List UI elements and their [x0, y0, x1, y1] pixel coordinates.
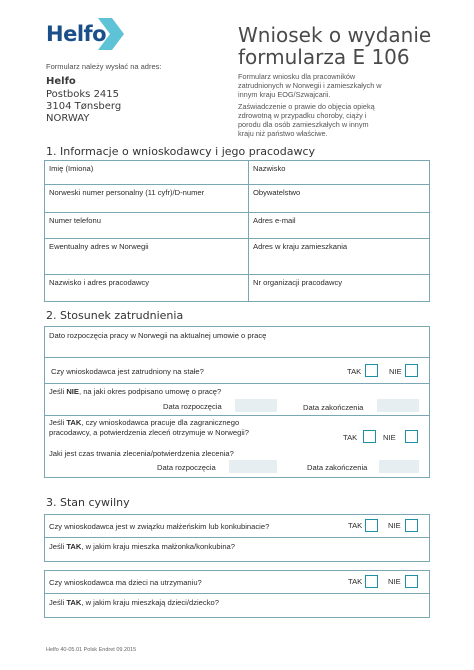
start-date-label: Data rozpoczęcia	[163, 402, 222, 411]
yes-label: TAK	[348, 521, 363, 530]
children-country-question: Jeśli TAK, w jakim kraju mieszkają dzieci/dziecko?	[49, 598, 219, 607]
marital-status-box	[44, 514, 430, 562]
spouse-country-question: Jeśli TAK, w jakim kraju mieszka małżonka/konkubina?	[49, 542, 235, 551]
yes-label: TAK	[343, 433, 358, 442]
citizenship-field[interactable]: Obywatelstwo	[249, 185, 429, 213]
email-field[interactable]: Adres e-mail	[249, 213, 429, 239]
married-question: Czy wnioskodawca jest w związku małżeńskim lub konkubinacie?	[49, 522, 270, 531]
permanent-question: Czy wnioskodawca jest zatrudniony na stałe?	[51, 367, 204, 376]
section-heading: 1. Informacje o wnioskodawcy i jego pracodawcy	[46, 145, 316, 158]
fixed-term-question: Jeśli NIE, na jaki okres podpisano umowę o pracę?	[49, 387, 222, 396]
no-label: NIE	[389, 367, 402, 376]
send-address-label: Formularz należy wysłać na adres:	[46, 62, 162, 71]
employer-field[interactable]: Nazwisko i adres pracodawcy	[45, 275, 249, 301]
section-heading: 2. Stosunek zatrudnienia	[46, 309, 184, 322]
phone-field[interactable]: Numer telefonu	[45, 213, 249, 239]
form-footer: Helfo 40-05.01 Polsk Endret 09.2015	[46, 647, 137, 653]
helfo-logo: Helfo	[46, 22, 107, 46]
foreign-employer-no-checkbox[interactable]	[405, 430, 418, 443]
end-date-label: Data zakończenia	[307, 463, 368, 472]
no-label: NIE	[383, 433, 396, 442]
start-date-label: Dato rozpoczęcia pracy w Norwegii na aktualnej umowie o pracę	[49, 331, 267, 340]
applicant-info-table	[44, 160, 430, 302]
section-heading: 3. Stan cywilny	[46, 496, 130, 509]
end-date-label: Data zakończenia	[303, 403, 364, 412]
employer-org-number-field[interactable]: Nr organizacji pracodawcy	[253, 278, 343, 287]
foreign-employer-question: Jeśli TAK, czy wnioskodawca pracuje dla zagranicznego pracodawcy, a potwierdzenia zleceń otrzymuje w Norwegii?	[49, 418, 249, 437]
first-name-field[interactable]: Imię (Imiona)	[45, 161, 249, 185]
start-date-label: Data rozpoczęcia	[157, 463, 216, 472]
personal-number-field[interactable]: Norweski numer personalny (11 cyfr)/D-numer	[45, 185, 249, 213]
children-question: Czy wnioskodawca ma dzieci na utrzymaniu?	[49, 578, 202, 587]
children-box	[44, 570, 430, 618]
assignment-end-input[interactable]	[379, 460, 419, 473]
children-yes-checkbox[interactable]	[365, 575, 378, 588]
address-line: NORWAY	[46, 113, 90, 124]
married-yes-checkbox[interactable]	[365, 519, 378, 532]
married-no-checkbox[interactable]	[405, 519, 418, 532]
intro-paragraph: Zaświadczenie o prawie do objęcia opieką zdrowotną w przypadku choroby, ciąży i porodu dla osób zamieszkałych w innym kraju niż państwo właściwe.	[238, 102, 375, 138]
permanent-no-checkbox[interactable]	[405, 364, 418, 377]
intro-paragraph: Formularz wniosku dla pracowników zatrudnionych w Norwegii i zamieszkałych w innym kraju EOG/Szwajcarii.	[238, 72, 382, 99]
assignment-start-input[interactable]	[229, 460, 277, 473]
no-label: NIE	[388, 577, 401, 586]
end-date-input[interactable]	[377, 399, 419, 412]
address-line: 3104 Tønsberg	[46, 101, 122, 112]
no-label: NIE	[388, 521, 401, 530]
assignment-duration-question: Jaki jest czas trwania zlecenia/potwierdzenia zlecenia?	[49, 449, 234, 458]
foreign-employer-yes-checkbox[interactable]	[363, 430, 376, 443]
children-no-checkbox[interactable]	[405, 575, 418, 588]
address-line: Postboks 2415	[46, 89, 120, 100]
permanent-yes-checkbox[interactable]	[365, 364, 378, 377]
helfo-arrow-icon	[96, 18, 126, 50]
last-name-field[interactable]: Nazwisko	[249, 161, 429, 185]
norway-address-field[interactable]: Ewentualny adres w Norwegii	[45, 239, 249, 275]
start-date-input[interactable]	[235, 399, 277, 412]
employment-box	[44, 326, 430, 478]
home-address-field[interactable]: Adres w kraju zamieszkania	[249, 239, 429, 275]
address-line: Helfo	[46, 76, 76, 87]
form-title: Wniosek o wydanie formularza E 106	[238, 23, 432, 69]
yes-label: TAK	[348, 577, 363, 586]
yes-label: TAK	[347, 367, 362, 376]
